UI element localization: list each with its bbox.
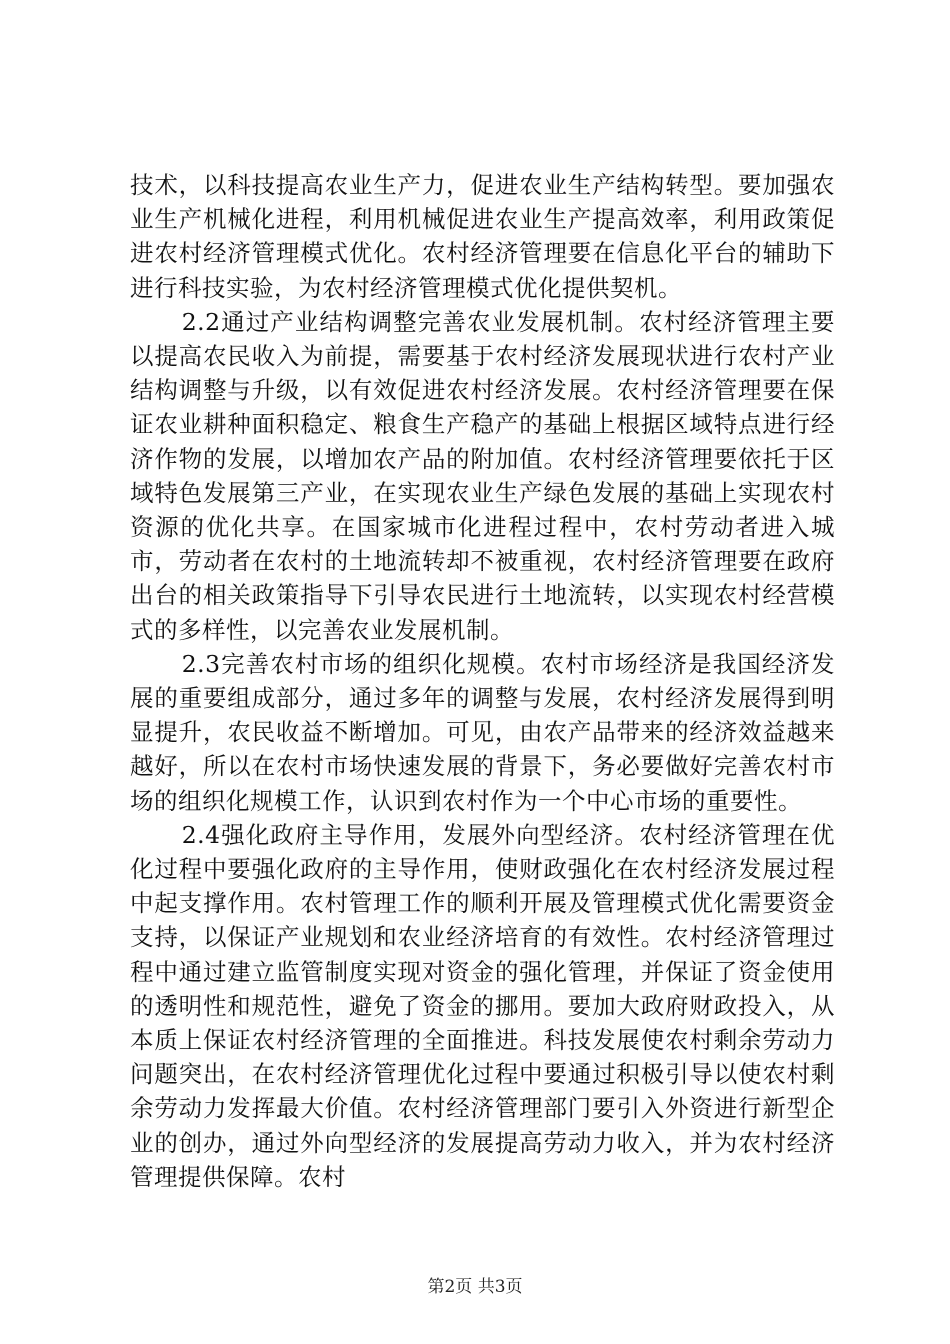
paragraph-section-2-4: 2.4强化政府主导作用，发展外向型经济。农村经济管理在优化过程中要强化政府的主导作用，使财政强化在农村经济发展过程中起支撑作用。农村管理工作的顺利开展及管理模式优化需要资金支持，以保证产业规划和农业经济培育的有效性。农村经济管理过程中通过建立监管制度实现对资金的强化管理，并保证了资金使用的透明性和规范性，避免了资金的挪用。要加大政府财政投入，从本质上保证农村经济管理的全面推进。科技发展使农村剩余劳动力问题突出，在农村经济管理优化过程中要通过积极引导以使农村剩余劳动力发挥最大价值。农村经济管理部门要引入外资进行新型企业的创办，通过外向型经济的发展提高劳动力收入，并为农村经济管理提供保障。农村: [130, 820, 835, 1191]
paragraph-section-2-2: 2.2通过产业结构调整完善农业发展机制。农村经济管理主要以提高农民收入为前提，需要基于农村经济发展现状进行农村产业结构调整与升级，以有效促进农村经济发展。农村经济管理要在保证农业耕种面积稳定、粮食生产稳产的基础上根据区域特点进行经济作物的发展，以增加农产品的附加值。农村经济管理要依托于区域特色发展第三产业，在实现农业生产绿色发展的基础上实现农村资源的优化共享。在国家城市化进程过程中，农村劳动者进入城市，劳动者在农村的土地流转却不被重视，农村经济管理要在政府出台的相关政策指导下引导农民进行土地流转，以实现农村经营模式的多样性，以完善农业发展机制。: [130, 307, 835, 644]
paragraph-continuation: 技术，以科技提高农业生产力，促进农业生产结构转型。要加强农业生产机械化进程，利用机械促进农业生产提高效率，利用政策促进农村经济管理模式优化。农村经济管理要在信息化平台的辅助下进行科技实验，为农村经济管理模式优化提供契机。: [130, 171, 835, 302]
page-footer: [0, 1272, 950, 1297]
paragraph-section-2-3: 2.3完善农村市场的组织化规模。农村市场经济是我国经济发展的重要组成部分，通过多年的调整与发展，农村经济发展得到明显提升，农民收益不断增加。可见，由农产品带来的经济效益越来越好，所以在农村市场快速发展的背景下，务必要做好完善农村市场的组织化规模工作，认识到农村作为一个中心市场的重要性。: [130, 649, 835, 815]
body-text: [130, 168, 835, 1194]
page-number-label: 第2页 共3页: [427, 1277, 523, 1297]
